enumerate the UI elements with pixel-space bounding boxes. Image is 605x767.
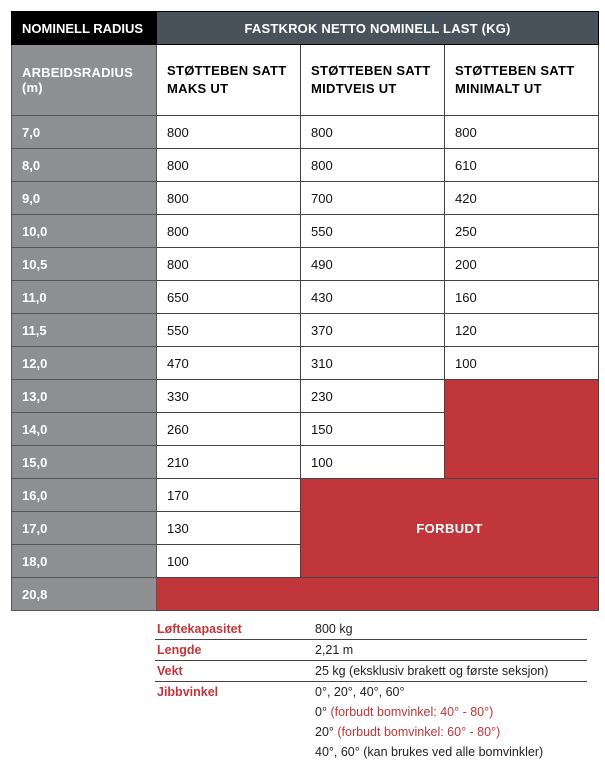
load-cell: 800	[157, 149, 301, 182]
radius-cell: 20,8	[12, 578, 157, 611]
load-cell: 230	[301, 380, 445, 413]
load-cell: 250	[445, 215, 599, 248]
load-cell: 310	[301, 347, 445, 380]
load-cell: 100	[445, 347, 599, 380]
table-row	[12, 314, 599, 347]
load-cell: 330	[157, 380, 301, 413]
specifications-table	[155, 619, 587, 762]
radius-cell: 12,0	[12, 347, 157, 380]
radius-cell: 11,5	[12, 314, 157, 347]
forbidden-zone	[445, 380, 599, 479]
spec-note	[313, 702, 587, 722]
load-cell: 170	[157, 479, 301, 512]
spec-value: 2,21 m	[313, 640, 587, 661]
spec-label: Løftekapasitet	[155, 619, 313, 640]
table-row	[12, 380, 599, 413]
load-cell: 120	[445, 314, 599, 347]
column-header-min-out	[445, 45, 599, 116]
load-cell: 420	[445, 182, 599, 215]
note-text: (forbudt bomvinkel: 40° - 80°)	[330, 705, 494, 719]
spec-label: Jibbvinkel	[157, 685, 219, 699]
load-cell: 650	[157, 281, 301, 314]
header-net-load: FASTKROK NETTO NOMINELL LAST (KG)	[157, 12, 599, 45]
spec-label: Vekt	[155, 661, 313, 682]
load-cell: 800	[157, 215, 301, 248]
spec-note-row	[155, 722, 587, 742]
load-cell: 200	[445, 248, 599, 281]
column-header-line: STØTTEBEN SATT	[311, 63, 431, 78]
load-cell: 370	[301, 314, 445, 347]
load-cell: 800	[445, 116, 599, 149]
table-row	[12, 248, 599, 281]
load-cell: 210	[157, 446, 301, 479]
load-cell: 800	[301, 149, 445, 182]
spec-row	[155, 682, 587, 703]
load-cell: 550	[301, 215, 445, 248]
spec-row	[155, 619, 587, 640]
radius-cell: 13,0	[12, 380, 157, 413]
load-cell: 550	[157, 314, 301, 347]
radius-cell: 18,0	[12, 545, 157, 578]
load-cell: 800	[157, 248, 301, 281]
load-cell: 100	[301, 446, 445, 479]
load-cell: 100	[157, 545, 301, 578]
load-cell: 260	[157, 413, 301, 446]
spacer	[155, 702, 313, 722]
forbidden-zone	[157, 578, 599, 611]
load-cell: 130	[157, 512, 301, 545]
note-text: (kan brukes ved alle bomvinkler)	[363, 745, 544, 759]
note-text: (forbudt bomvinkel: 60° - 80°)	[337, 725, 501, 739]
column-header-mid-out	[301, 45, 445, 116]
radius-cell: 7,0	[12, 116, 157, 149]
working-radius-label: ARBEIDSRADIUS (m)	[12, 45, 157, 116]
table-row	[12, 281, 599, 314]
spec-note	[313, 742, 587, 762]
spec-value: 0°, 20°, 40°, 60°	[315, 685, 405, 699]
table-row	[12, 149, 599, 182]
radius-cell: 14,0	[12, 413, 157, 446]
load-cell: 610	[445, 149, 599, 182]
note-angle: 0°	[315, 705, 327, 719]
spec-label: Lengde	[155, 640, 313, 661]
note-angle: 20°	[315, 725, 334, 739]
load-cell: 430	[301, 281, 445, 314]
table-row	[12, 182, 599, 215]
table-row	[12, 347, 599, 380]
spacer	[155, 742, 313, 762]
spec-note-row	[155, 702, 587, 722]
table-row	[12, 215, 599, 248]
load-cell: 160	[445, 281, 599, 314]
load-cell: 800	[301, 116, 445, 149]
column-header-line: MINIMALT UT	[455, 81, 542, 96]
spec-row	[155, 640, 587, 661]
spec-note	[313, 722, 587, 742]
radius-cell: 8,0	[12, 149, 157, 182]
table-row	[12, 578, 599, 611]
spacer	[155, 722, 313, 742]
column-header-line: STØTTEBEN SATT	[167, 63, 287, 78]
spec-row	[155, 661, 587, 682]
radius-cell: 15,0	[12, 446, 157, 479]
load-cell: 470	[157, 347, 301, 380]
column-header-line: MAKS UT	[167, 81, 229, 96]
column-header-max-out	[157, 45, 301, 116]
note-angle: 40°, 60°	[315, 745, 360, 759]
load-cell: 700	[301, 182, 445, 215]
column-header-line: MIDTVEIS UT	[311, 81, 397, 96]
spec-note-row	[155, 742, 587, 762]
radius-cell: 16,0	[12, 479, 157, 512]
load-cell: 800	[157, 182, 301, 215]
column-header-line: STØTTEBEN SATT	[455, 63, 575, 78]
load-cell: 800	[157, 116, 301, 149]
radius-cell: 10,0	[12, 215, 157, 248]
radius-cell: 11,0	[12, 281, 157, 314]
table-row	[12, 479, 599, 512]
radius-cell: 17,0	[12, 512, 157, 545]
radius-cell: 9,0	[12, 182, 157, 215]
load-cell: 490	[301, 248, 445, 281]
load-chart-table	[11, 11, 599, 611]
load-cell: 150	[301, 413, 445, 446]
forbidden-label: FORBUDT	[301, 479, 599, 578]
spec-value: 25 kg (eksklusiv brakett og første seksjon)	[313, 661, 587, 682]
header-nominal-radius: NOMINELL RADIUS	[12, 12, 157, 45]
radius-cell: 10,5	[12, 248, 157, 281]
table-row	[12, 116, 599, 149]
spec-value: 800 kg	[313, 619, 587, 640]
